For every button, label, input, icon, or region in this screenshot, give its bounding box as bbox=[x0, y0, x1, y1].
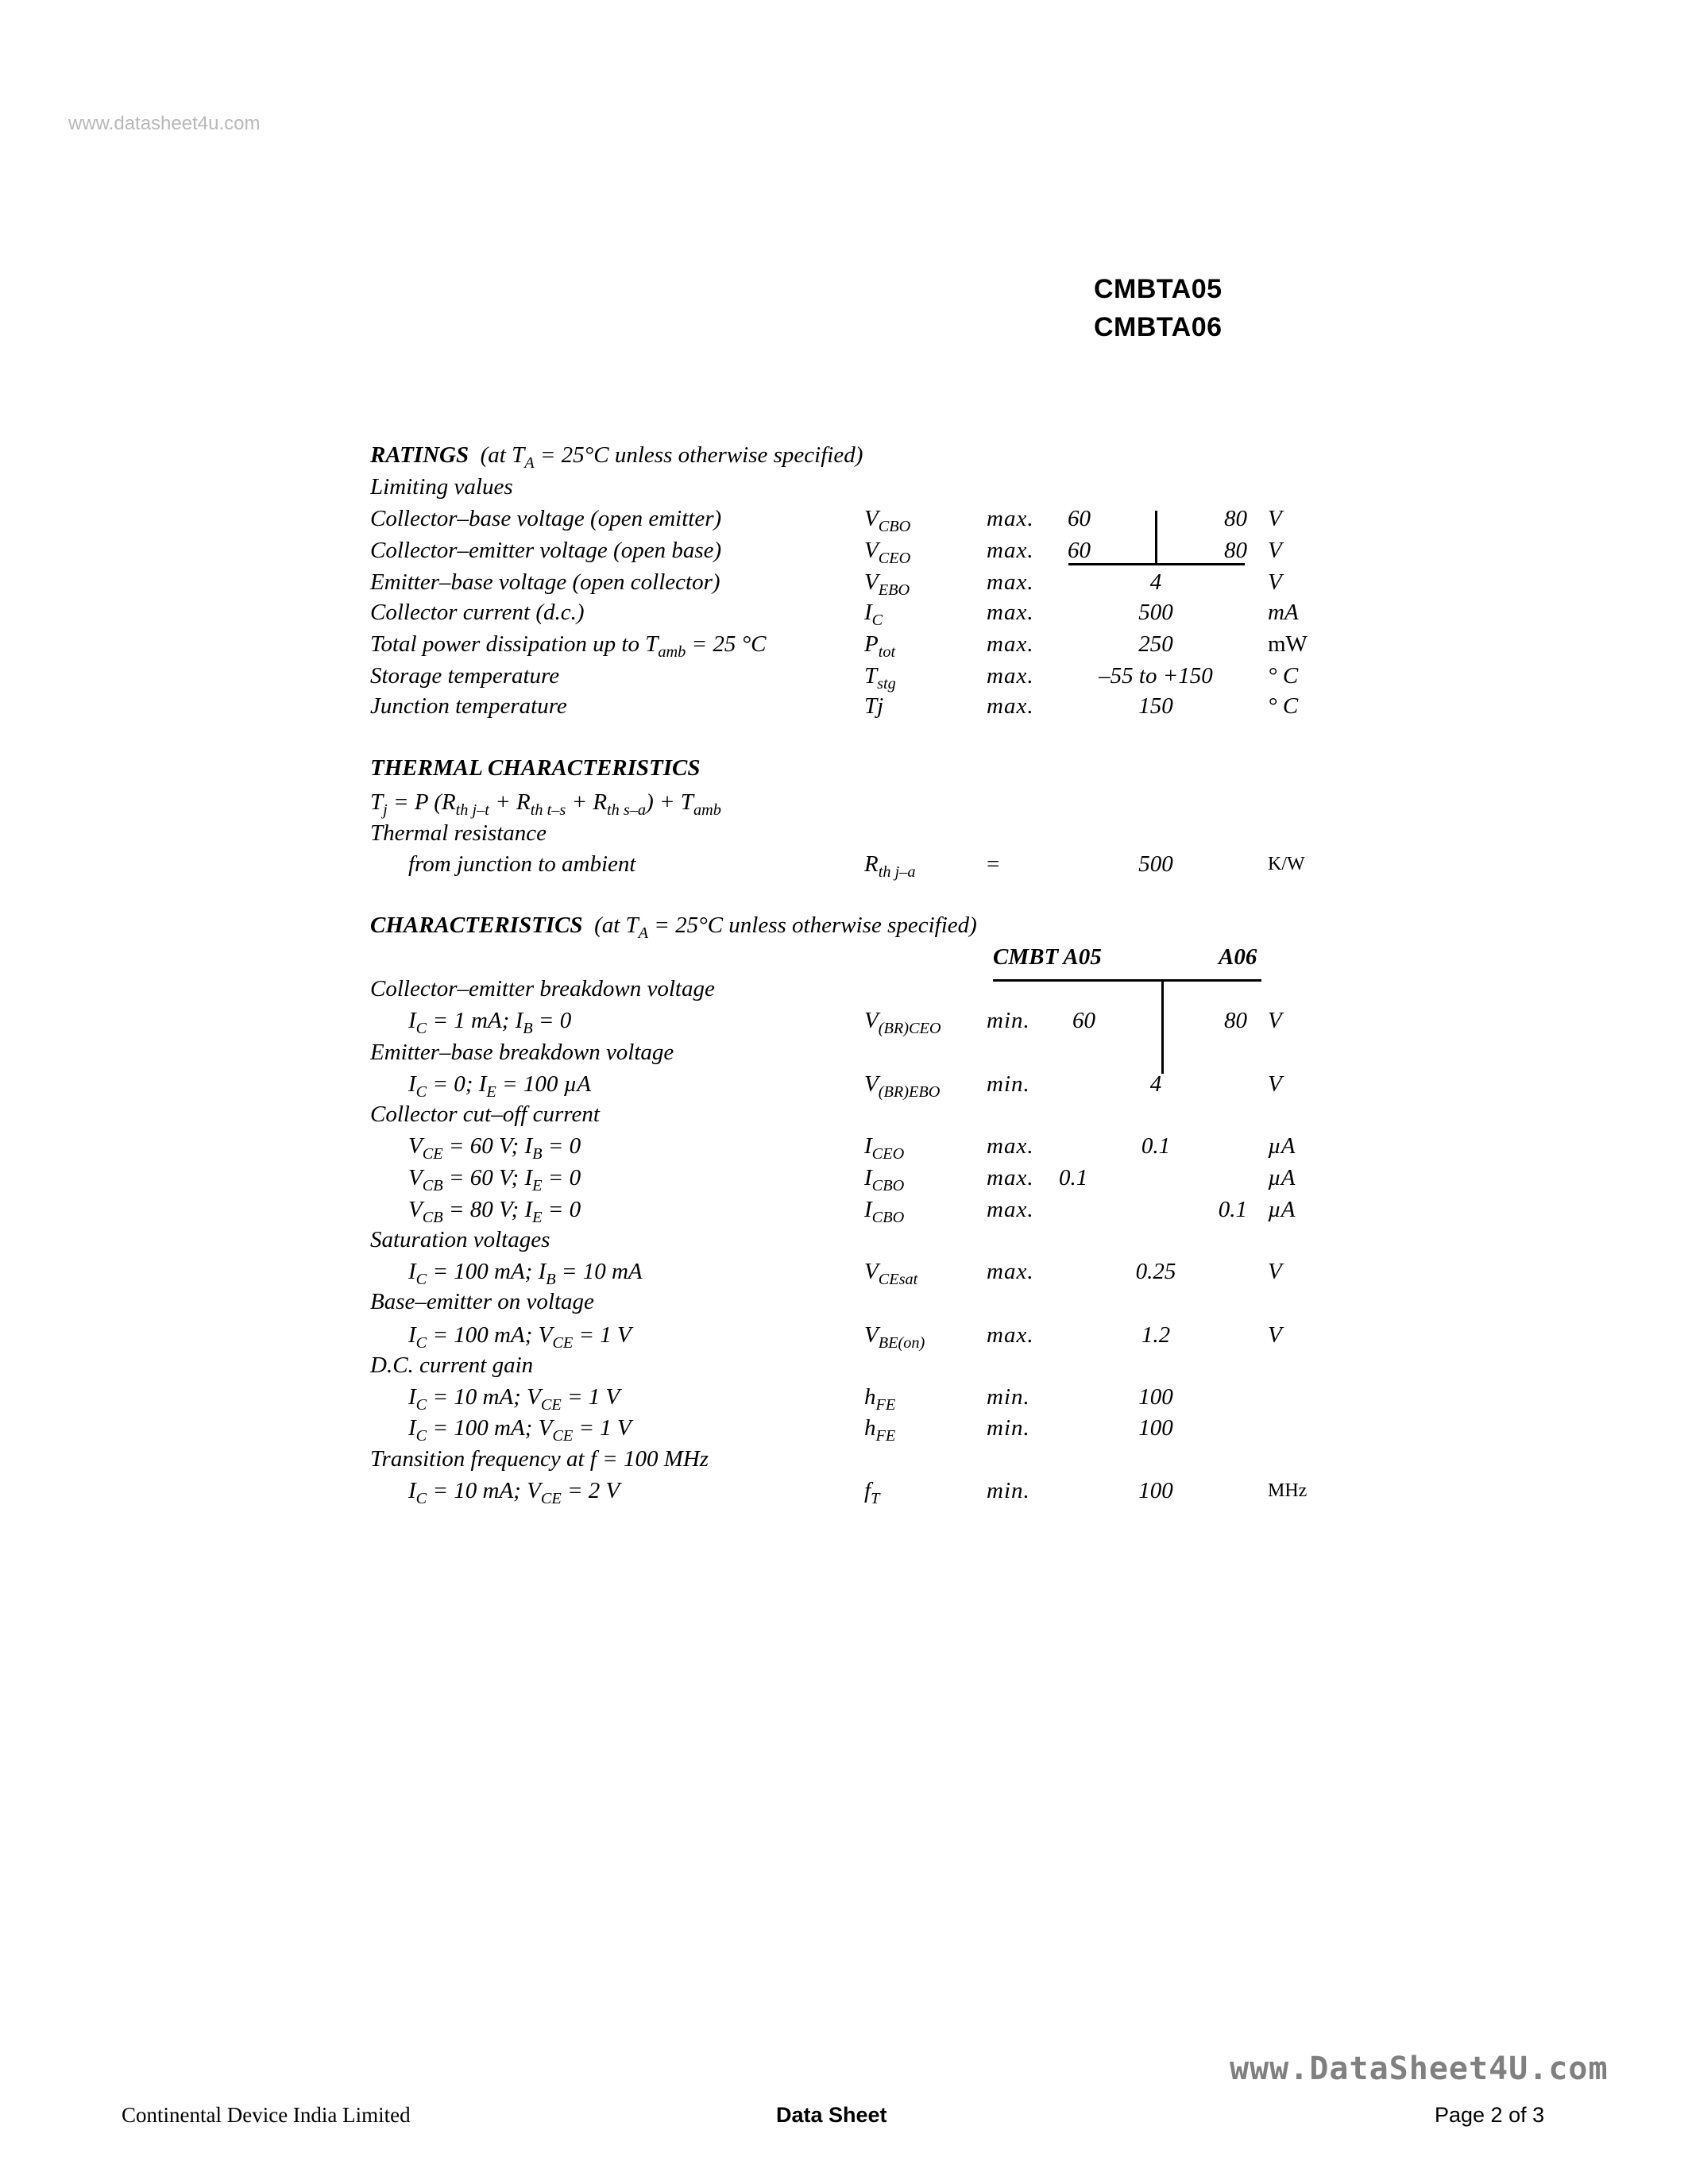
test-condition: $I_C = 1$ mA; $I_B = 0$ bbox=[408, 1008, 572, 1038]
thermal-row-rth: from junction to ambient $R_{th j-a}$ = 500 K/W bbox=[0, 848, 1688, 880]
value-a05: 60 bbox=[1072, 1008, 1095, 1033]
symbol: Tj bbox=[864, 693, 884, 719]
characteristics-heading-row bbox=[0, 909, 1688, 941]
value: 150 bbox=[1138, 693, 1173, 719]
char-row-vcesat: $I_C = 100$ mA; $I_B = 10$ mA $V_{CEsat}$ max. 0.25 V bbox=[0, 1256, 1688, 1287]
symbol: $V_{(BR)EBO}$ bbox=[864, 1071, 941, 1102]
column-header-a05: CMBT A05 bbox=[993, 944, 1102, 970]
ratings-heading: RATINGS bbox=[370, 442, 469, 468]
ratings-row-vceo: Collector–emitter voltage (open base) $V_{CEO}$ max. 60 80 V bbox=[0, 534, 1688, 566]
watermark-bottom: www.DataSheet4U.com bbox=[1230, 2051, 1609, 2087]
char-group-title: Collector–emitter breakdown voltage bbox=[370, 976, 715, 1001]
value: 100 bbox=[1138, 1384, 1173, 1410]
value: –55 to +150 bbox=[1099, 663, 1213, 689]
test-condition: $V_{CE} = 60$ V; $I_B = 0$ bbox=[408, 1133, 581, 1163]
symbol: $h_{FE}$ bbox=[864, 1384, 896, 1414]
watermark-top: www.datasheet4u.com bbox=[68, 113, 261, 134]
symbol: $I_{CBO}$ bbox=[864, 1165, 905, 1195]
ratings-row-vcbo: Collector–base voltage (open emitter) $V_{CBO}$ max. 60 80 V bbox=[0, 503, 1688, 534]
value: 500 bbox=[1138, 851, 1173, 877]
symbol: $h_{FE}$ bbox=[864, 1415, 896, 1445]
char-group-title: Base–emitter on voltage bbox=[370, 1289, 594, 1314]
test-condition: $I_C = 10$ mA; $V_{CE} = 2$ V bbox=[408, 1478, 620, 1508]
symbol: $I_{CEO}$ bbox=[864, 1133, 905, 1163]
symbol: $I_{CBO}$ bbox=[864, 1197, 905, 1227]
ratings-condition: (at $T_A = 25^\circ C$ unless otherwise specified) bbox=[480, 442, 863, 473]
value: 100 bbox=[1138, 1478, 1173, 1503]
symbol: $V_{BE(on)}$ bbox=[864, 1322, 925, 1352]
char-row-vbrceo: $I_C = 1$ mA; $I_B = 0$ $V_{(BR)CEO}$ min. 60 80 V bbox=[0, 1005, 1688, 1036]
ratings-column-divider bbox=[1155, 511, 1157, 565]
value: 0.25 bbox=[1135, 1259, 1176, 1284]
symbol: $V_{(BR)CEO}$ bbox=[864, 1008, 941, 1038]
symbol: $V_{CEsat}$ bbox=[864, 1259, 918, 1289]
value-a06: 80 bbox=[1224, 506, 1247, 531]
footer-page-number: Page 2 of 3 bbox=[1435, 2103, 1545, 2127]
value-a05: 60 bbox=[1068, 506, 1091, 531]
char-row-hfe-10ma: $I_C = 10$ mA; $V_{CE} = 1$ V $h_{FE}$ min. 100 bbox=[0, 1381, 1688, 1413]
value: 500 bbox=[1138, 600, 1173, 625]
part-number-title-1: CMBTA05 bbox=[1094, 274, 1223, 304]
symbol: $V_{EBO}$ bbox=[864, 569, 910, 600]
footer-company: Continental Device India Limited bbox=[122, 2103, 411, 2127]
symbol: $P_{tot}$ bbox=[864, 631, 896, 662]
ratings-heading-row bbox=[0, 439, 1688, 471]
limiting-values-label: Limiting values bbox=[370, 474, 513, 500]
char-group-title: Collector cut–off current bbox=[370, 1102, 600, 1127]
value: 100 bbox=[1138, 1415, 1173, 1441]
value-a06: 80 bbox=[1224, 538, 1247, 563]
thermal-formula-row bbox=[0, 786, 1688, 818]
char-group-title: Saturation voltages bbox=[370, 1227, 550, 1252]
char-group-title: Emitter–base breakdown voltage bbox=[370, 1040, 674, 1065]
char-row-hfe-100ma: $I_C = 100$ mA; $V_{CE} = 1$ V $h_{FE}$ min. 100 bbox=[0, 1412, 1688, 1444]
ratings-column-underline bbox=[1068, 563, 1245, 565]
symbol: $f_T$ bbox=[864, 1478, 880, 1508]
value-a05: 0.1 bbox=[1059, 1165, 1088, 1190]
footer-doc-type: Data Sheet bbox=[776, 2103, 887, 2127]
thermal-formula: $T_j = P$ $(R_{th j-t} + R_{th t-s} + R_{th s-a}) + T_{amb}$ bbox=[370, 789, 721, 820]
char-row-iceo: $V_{CE} = 60$ V; $I_B = 0$ $I_{CEO}$ max. 0.1 µA bbox=[0, 1130, 1688, 1162]
symbol: $I_C$ bbox=[864, 600, 883, 630]
characteristics-condition: (at $T_A = 25^\circ C$ unless otherwise specified) bbox=[594, 913, 977, 943]
value-a06: 80 bbox=[1224, 1008, 1247, 1033]
value: 250 bbox=[1138, 631, 1173, 657]
test-condition: $V_{CB} = 60$ V; $I_E = 0$ bbox=[408, 1165, 581, 1195]
test-condition: $I_C = 10$ mA; $V_{CE} = 1$ V bbox=[408, 1384, 620, 1414]
symbol: $R_{th j-a}$ bbox=[864, 851, 916, 882]
char-row-icbo-80v: $V_{CB} = 80$ V; $I_E = 0$ $I_{CBO}$ max. 0.1 µA bbox=[0, 1194, 1688, 1225]
char-row-vbrebo: $I_C = 0$; $I_E = 100$ µA $V_{(BR)EBO}$ min. 4 V bbox=[0, 1068, 1688, 1100]
thermal-subheading-row: Thermal resistance bbox=[370, 820, 547, 846]
characteristics-heading: CHARACTERISTICS bbox=[370, 913, 583, 938]
char-group-title: D.C. current gain bbox=[370, 1352, 534, 1378]
char-row-vbeon: $I_C = 100$ mA; $V_{CE} = 1$ V $V_{BE(on)}$ max. 1.2 V bbox=[0, 1319, 1688, 1351]
value: 1.2 bbox=[1141, 1322, 1171, 1348]
symbol: $V_{CEO}$ bbox=[864, 538, 911, 568]
value: 4 bbox=[1149, 1071, 1162, 1097]
test-condition: $I_C = 100$ mA; $V_{CE} = 1$ V bbox=[408, 1415, 632, 1445]
column-header-a06: A06 bbox=[1219, 944, 1257, 970]
thermal-heading: THERMAL CHARACTERISTICS bbox=[370, 755, 701, 781]
char-group-title: Transition frequency at f = 100 MHz bbox=[370, 1446, 709, 1472]
value: 0.1 bbox=[1141, 1133, 1171, 1159]
ratings-row-tstg: Storage temperature $T_{stg}$ max. –55 to +150 ° C bbox=[0, 660, 1688, 692]
test-condition: $V_{CB} = 80$ V; $I_E = 0$ bbox=[408, 1197, 581, 1227]
part-number-title-2: CMBTA06 bbox=[1094, 312, 1223, 342]
test-condition: $I_C = 100$ mA; $V_{CE} = 1$ V bbox=[408, 1322, 632, 1352]
char-row-icbo-60v: $V_{CB} = 60$ V; $I_E = 0$ $I_{CBO}$ max. 0.1 µA bbox=[0, 1162, 1688, 1194]
ratings-row-ptot: Total power dissipation up to $T_{amb} = 25$ °C $P_{tot}$ max. 250 mW bbox=[0, 628, 1688, 660]
symbol: $T_{stg}$ bbox=[864, 663, 896, 693]
symbol: $V_{CBO}$ bbox=[864, 506, 911, 536]
ratings-row-vebo: Emitter–base voltage (open collector) $V_{EBO}$ max. 4 V bbox=[0, 566, 1688, 598]
char-row-ft: $I_C = 10$ mA; $V_{CE} = 2$ V $f_T$ min. 100 MHz bbox=[0, 1475, 1688, 1507]
test-condition: $I_C = 100$ mA; $I_B = 10$ mA bbox=[408, 1259, 643, 1289]
ratings-subheading-row bbox=[0, 471, 1688, 503]
value-a05: 60 bbox=[1068, 538, 1091, 563]
ratings-row-tj: Junction temperature Tj max. 150 ° C bbox=[0, 690, 1688, 722]
value-a06: 0.1 bbox=[1218, 1197, 1247, 1222]
test-condition: $I_C = 0$; $I_E = 100$ µA bbox=[408, 1071, 591, 1102]
thermal-heading-row bbox=[0, 752, 1688, 784]
value: 4 bbox=[1149, 569, 1162, 595]
ratings-row-ic: Collector current (d.c.) $I_C$ max. 500 mA bbox=[0, 596, 1688, 628]
